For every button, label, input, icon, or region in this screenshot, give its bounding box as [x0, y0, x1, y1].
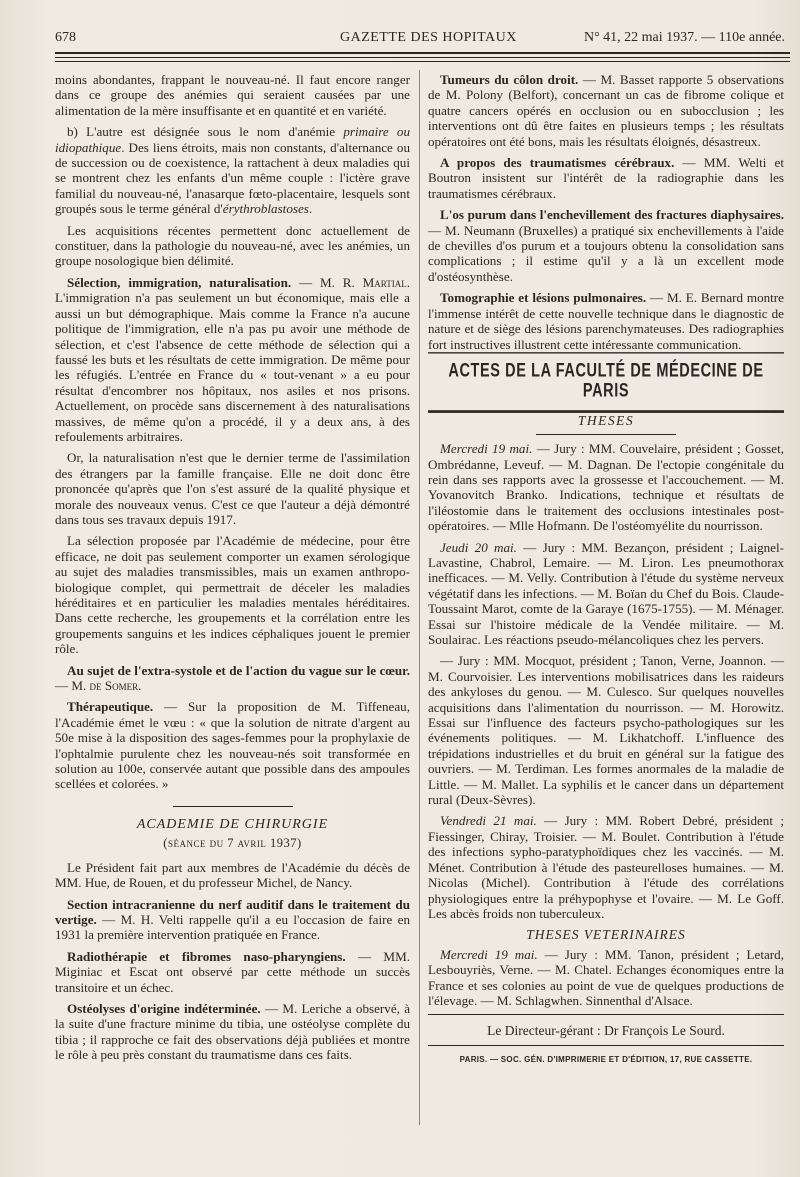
left-column	[55, 72, 410, 1069]
article-radiotherapie	[55, 949, 410, 995]
theses-veterinaires-heading: THESES VETERINAIRES	[526, 927, 686, 943]
page-number: 678	[55, 30, 76, 45]
academie-title: ACADEMIE DE CHIRURGIE	[136, 816, 329, 832]
header-rule-thin	[55, 57, 790, 58]
entry-body: — Jury : MM. Couvelaire, président ; Gosset, Ombrédanne, Leveuf. — M. Dagnan. De l'ectopie congénitale du rein dans ses rapports avec la grossesse et l'accouchement. — M. Yovanovitch Branko. Indications, technique et résultats de l'iléostomie dans le traitement des occlusions intestinales post-opératoires. — Mlle Hofmann. De l'ostéomyélite du nourrisson.	[428, 441, 784, 534]
paragraph: Le Président fait part aux membres de l'Académie du décès de MM. Hue, de Rouen, et du professeur Michel, de Nancy.	[55, 859, 410, 891]
article-title: A propos des traumatismes cérébraux.	[440, 155, 675, 171]
header-rule-thick	[55, 52, 790, 54]
paragraph: moins abondantes, frappant le nouveau-né. Il faut encore ranger dans ce groupe des anémies qui seraient causées par une alimentation de la mère insuffisante et en quantité et en variété.	[55, 72, 410, 118]
article-body: — MM. Miginiac et Escat ont observé par cette méthode un succès transitoire et un échec.	[55, 948, 410, 995]
article-body: — MM. Welti et Boutron insistent sur l'intérêt de la radiographie dans les traumatismes cérébraux.	[428, 155, 785, 201]
theses-entry-jeudi	[428, 540, 784, 648]
text-run: .	[308, 201, 313, 217]
article-extra-systole	[55, 663, 410, 694]
paragraph: Les acquisitions récentes permettent donc actuellement de constituer, dans la pathologie du nouveau-né, avec les anémies, un groupe nosologique bien délimité.	[55, 222, 410, 269]
article-section-intracranienne	[55, 897, 410, 943]
article-body: — M. Leriche a observé, à la suite d'une fracture minime du tibia, une ostéolyse complète du tibia ; il rapproche ce fait des observations déjà publiées et montre le rôle à peu près constant du traumatisme dans ces faits.	[55, 1000, 411, 1063]
theses-entry-vendredi	[428, 813, 784, 921]
article-body: — M. Basset rapporte 5 observations de M. Polony (Belfort), concernant un cas de fibrome colique et quatre cancers opérés en occlusion ou en subocclusion ; les interventions ont dû être faites en plusieurs temps ; les résultats opératoires ont été bons, mais les résultats éloignés, désastreux.	[428, 72, 785, 149]
article-body: L'immigration n'a pas seulement un but économique, mais elle a aussi un but démographique. Mais comme la France n'a aucune politique de l'immigration, elle n'a pas pu avoir une méthode de sélection, et c'est l'absence de cette méthode de sélection qui a faussé les buts et les résultats de cette immigration. De même pour les réfugiés. L'entrée en France du « tout-venant » a eu pour résultat d'encombrer nos hôpitaux, nos asiles et nos prisons. Actuellement, on procède sans discernement à des naturalisations massives, de même qu'on a procédé, il y a deux ans, à des refoulements arbitraires.	[55, 290, 410, 444]
article-title: Tumeurs du côlon droit.	[440, 72, 579, 87]
footer-rule	[428, 1014, 784, 1015]
article-title: Sélection, immigration, naturalisation.	[67, 274, 292, 290]
article-osteolyses	[55, 1001, 410, 1063]
article-os-purum	[428, 207, 784, 284]
header-rule-thin-2	[55, 61, 790, 62]
article-body: — M. H. Velti rappelle qu'il a eu l'occasion de faire en 1931 la première intervention pratiquée en France.	[55, 911, 410, 943]
text-run: b) L'autre est désignée sous le nom d'anémie	[67, 124, 336, 140]
theses-entry-jury: — Jury : MM. Mocquot, président ; Tanon, Verne, Joannon. — M. Courvoisier. Les interventions mobilisatrices dans les raideurs des ankyloses du genou. — M. Culesco. Sur quelques nouvelles acquisitions dans l'alimentation du nourrisson. — M. Horowitz. Essai sur l'influence des facteurs psycho-pathologiques sur les événements politiques. — M. Likhatchoff. L'influence des trépidations industrielles et du bruit en général sur la fatigue des ouvriers. — M. Terdiman. Les formes anormales de la maladie de Little. — M. Mallet. La syphilis et le cancer dans un département rural (Deux-Sèvres).	[428, 653, 784, 808]
theses-rule	[536, 434, 676, 435]
journal-title: GAZETTE DES HOPITAUX	[340, 30, 517, 45]
theses-entry-veterinaires	[428, 947, 784, 1009]
article-author: — M. de Somer.	[55, 678, 142, 694]
article-title: Tomographie et lésions pulmonaires.	[440, 290, 647, 306]
entry-day: Jeudi 20 mai.	[440, 539, 517, 555]
article-title: Ostéolyses d'origine indéterminée.	[67, 1000, 261, 1016]
printer-imprint: PARIS. — SOC. GÉN. D'IMPRIMERIE ET D'ÉDITION, 17, RUE CASSETTE.	[459, 1054, 753, 1064]
entry-body: — Jury : MM. Bezançon, président ; Laignel-Lavastine, Chabrol, Lemaire. — M. Liron. Les pneumothorax inefficaces. — M. Velly. Contribution à l'étude du système nerveux végétatif dans les infections. — M. Boïan du Chef du Bois. Claude-Toussaint Marot, comte de la Garaye (1675-1755). — M. Ménager. Essai sur l'histoire médicale de la Vendée militaire. — M. Soulairac. Les réactions pseudo-mélancoliques chez les pervers.	[428, 539, 784, 647]
column-divider	[419, 70, 420, 1125]
entry-body: — Jury : MM. Tanon, président ; Letard, Lesbouyriès, Verne. — M. Chatel. Echanges économiques entre la France et ses colonies au point de vue de quelques productions de l'élevage. — M. Schlagwhen. Sinnenthal d'Alsace.	[428, 946, 784, 1008]
article-tomographie	[428, 290, 784, 352]
article-tumeurs-colon	[428, 72, 784, 149]
article-body: — M. Neumann (Bruxelles) a pratiqué six enchevillements à l'aide de chevilles d'os purum et a toujours obtenu la consolidation sans complications ; il estime qu'il y a là un excellent mode d'ostéosynthèse.	[428, 222, 784, 284]
article-body: — Sur la proposition de M. Tiffeneau, l'Académie émet le vœu : « que la solution de nitrate d'argent au 50e mise à la disposition des sages-femmes pour la prophylaxie de l'ophtalmie purulente chez les nouveau-nés soit transformée en solution au 100e, conservée autant que possible dans des ampoules scellées et colorées. »	[55, 699, 410, 792]
article-body: — M. E. Bernard montre l'immense intérêt de cette nouvelle technique dans le diagnostic de nature et de siège des lésions parenchymateuses. Des radiographies fort instructives illustrent cette intéressante communication.	[428, 290, 784, 352]
article-title: Radiothérapie et fibromes naso-pharyngiens.	[67, 948, 346, 964]
italic-term: primaire ou idiopathique	[55, 124, 410, 155]
section-rule	[173, 806, 293, 807]
page-header	[55, 30, 785, 50]
text-run: . Des liens étroits, mais non constants, d'alternance ou de succession ou de coexistence, la rattachent à deux maladies qui se montrent chez les enfants d'un même couple : l'ictère grave familial du nouveau-né, l'anasarque fœto-placentaire, lesquels sont groupés sous le terme général d'	[55, 139, 410, 217]
article-traumatismes	[428, 155, 784, 201]
academie-date: (séance du 7 avril 1937)	[163, 836, 302, 851]
article-title: Thérapeutique.	[67, 699, 154, 715]
entry-body: — Jury : MM. Robert Debré, président ; Fiessinger, Chiray, Troisier. — M. Boulet. Contribution à l'étude des infections sypho-paratyphoïdiques chez les vaccinés. — M. Ménet. Contribution à l'étude des pasteurelloses humaines. — M. Nicolas (Michel). Contribution à l'étude des corrélations physiologiques entre la préhypophyse et l'ovaire. — M. Le Goff. Les abcès froids non tuberculeux.	[428, 813, 784, 921]
article-title: L'os purum dans l'enchevillement des fractures diaphysaires.	[440, 207, 784, 223]
actes-heading: ACTES DE LA FACULTÉ DE MÉDECINE DE PARIS	[428, 352, 784, 412]
issue-info: N° 41, 22 mai 1937. — 110e année.	[583, 30, 785, 45]
italic-term: érythroblastoses	[222, 201, 309, 217]
paragraph: La sélection proposée par l'Académie de médecine, pour être efficace, ne doit pas seulement comporter un examen sérologique au sujet des maladies transmissibles, mais un examen anthropo-biologique complet, qui permettrait de déceler les maladies héréditaires et en particulier les maladies mentales héréditaires. Dans cette recherche, les groupements et la corrélation entre les groupements sanguins et les indices céphaliques jouent le premier rôle.	[55, 533, 410, 657]
paragraph: Or, la naturalisation n'est que le dernier terme de l'assimilation des étrangers par la famille française. Elle ne doit donc être prononcée qu'après que l'on s'est assuré de la qualité physique et morale des nouveaux venus. C'est ce que l'auteur a déjà démontré dans tous ses travaux depuis 1917.	[55, 450, 410, 527]
article-title: Au sujet de l'extra-systole et de l'action du vague sur le cœur.	[67, 662, 410, 678]
theses-entry-mercredi	[428, 441, 784, 533]
article-author: — M. R. Martial.	[299, 274, 410, 290]
theses-heading: THESES	[577, 412, 635, 428]
paragraph	[55, 124, 410, 216]
entry-day: Vendredi 21 mai.	[440, 813, 537, 829]
entry-day: Mercredi 19 mai.	[440, 946, 538, 962]
article-selection	[55, 275, 410, 444]
entry-day: Mercredi 19 mai.	[440, 441, 533, 457]
article-title: Section intracranienne du nerf auditif dans le traitement du vertige.	[55, 896, 410, 927]
right-column	[428, 72, 784, 1067]
footer-rule	[428, 1045, 784, 1046]
article-therapeutique	[55, 699, 410, 791]
directeur-gerant: Le Directeur-gérant : Dr François Le Sourd.	[487, 1023, 725, 1039]
